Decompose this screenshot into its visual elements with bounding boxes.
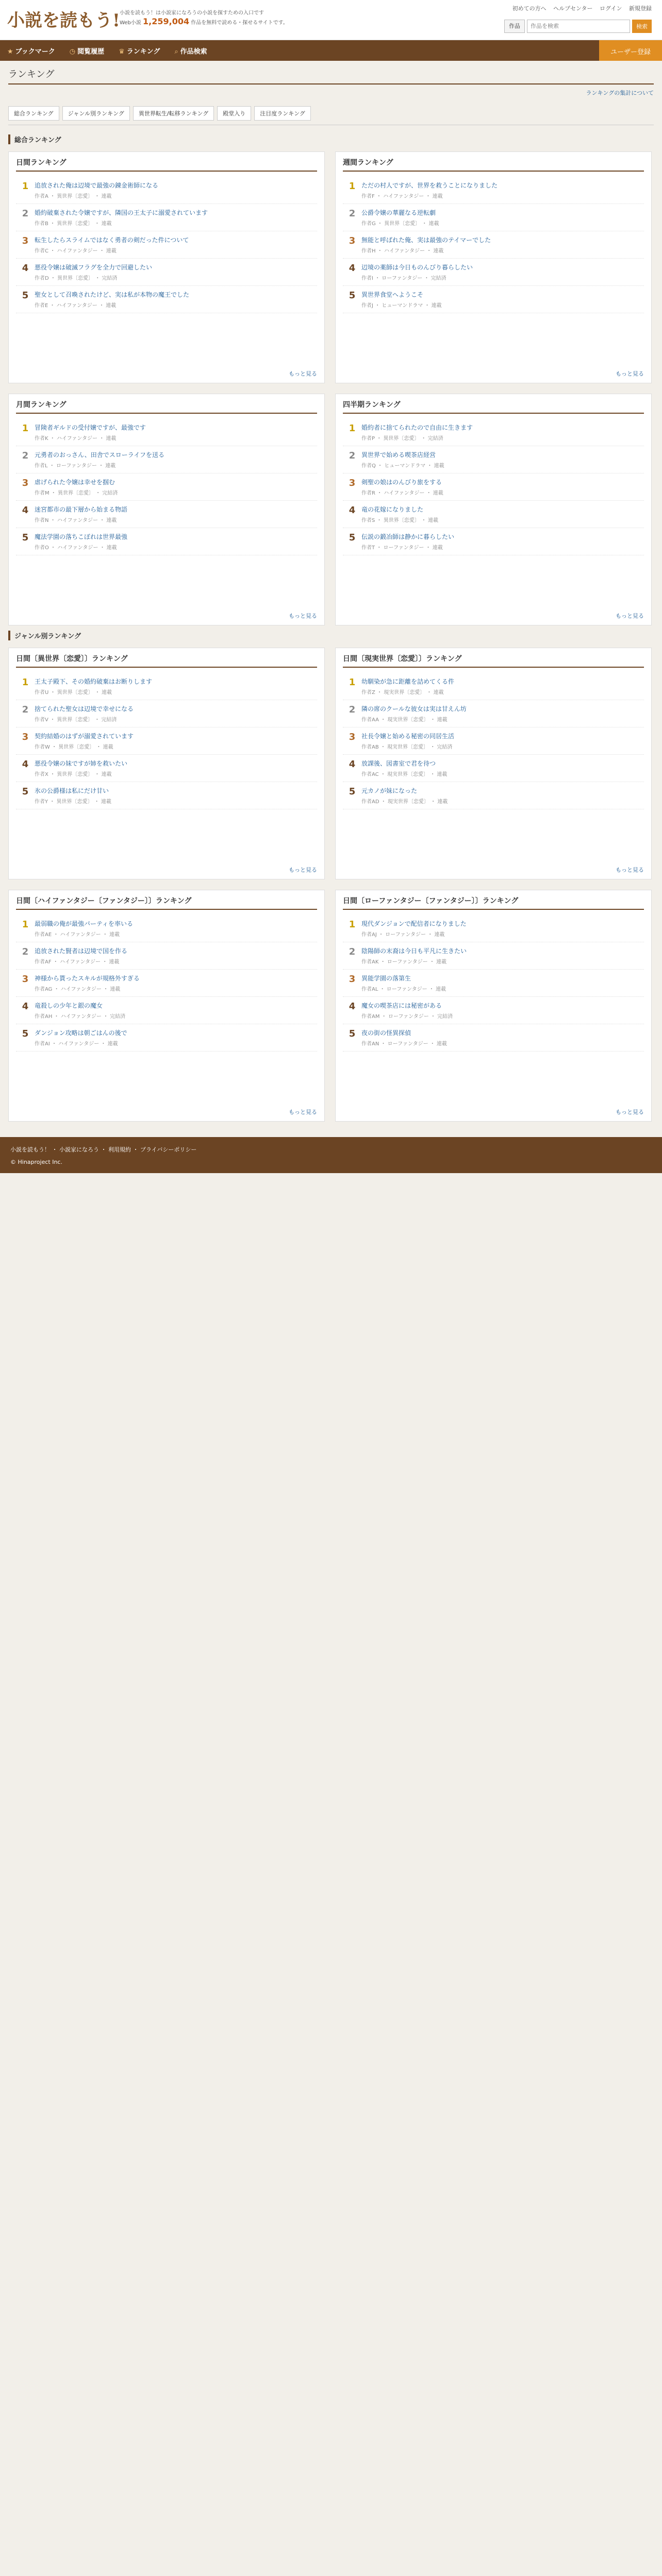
footer-copyright: © Hinaproject Inc.: [10, 1159, 62, 1165]
tab-attention[interactable]: 注目度ランキング: [254, 106, 311, 121]
ranking-card-title: 週間ランキング: [343, 157, 644, 172]
ranking-item-body: [35, 974, 317, 992]
rank-number: 2: [349, 704, 356, 715]
work-title-link[interactable]: 現代ダンジョンで配信者になりました: [361, 920, 467, 927]
rank-number: 3: [349, 235, 356, 246]
ranking-item: [343, 970, 644, 997]
logo-text: 小説を読もう!: [7, 10, 120, 31]
work-title-link[interactable]: 追放された賢者は辺境で国を作る: [35, 947, 128, 955]
rank-number: 3: [349, 974, 356, 985]
ranking-item-body: [35, 450, 317, 469]
work-title-link[interactable]: 夜の街の怪異探偵: [361, 1029, 411, 1037]
ranking-item-body: [35, 732, 317, 750]
rank-number: 5: [22, 290, 29, 301]
ranking-item: [343, 1024, 644, 1052]
ranking-item: [16, 782, 317, 809]
ranking-item: [16, 528, 317, 555]
rank-number: 1: [349, 677, 356, 688]
nav-bookmark-label: ブックマーク: [15, 47, 55, 56]
ranking-item: [16, 259, 317, 286]
ranking-item: [343, 755, 644, 782]
rank-number: 2: [22, 208, 29, 219]
ranking-item: [16, 970, 317, 997]
ranking-item: [16, 473, 317, 501]
work-meta: 作者P ・ 異世界〔恋愛〕 ・ 完結済: [361, 436, 443, 442]
work-meta: 作者AG ・ ハイファンタジー ・ 連載: [35, 987, 121, 992]
ranking-item: [16, 446, 317, 473]
ranking-item-body: [361, 478, 644, 496]
ranking-item-body: [361, 532, 644, 551]
work-meta: 作者AE ・ ハイファンタジー ・ 連載: [35, 932, 120, 938]
work-title-link[interactable]: 契約結婚のはずが溺愛されています: [35, 733, 134, 740]
work-meta: 作者U ・ 異世界〔恋愛〕 ・ 連載: [35, 690, 112, 696]
ranking-item-body: [35, 532, 317, 551]
ranking-card-title: 日間〔現実世界〔恋愛〕〕ランキング: [343, 653, 644, 668]
nav-ranking-label: ランキング: [126, 47, 160, 56]
rank-number: 2: [22, 946, 29, 957]
ranking-item: [16, 915, 317, 942]
work-title-link[interactable]: 最弱職の俺が最強パーティを率いる: [35, 920, 134, 927]
work-meta: 作者AK ・ ローファンタジー ・ 連載: [361, 959, 447, 965]
work-meta: 作者H ・ ハイファンタジー ・ 連載: [361, 248, 444, 254]
work-title-link[interactable]: 放課後、図書室で君を待つ: [361, 760, 436, 767]
ranking-item: [16, 673, 317, 700]
ranking-item-body: [35, 208, 317, 227]
ranking-card-title: 月間ランキング: [16, 399, 317, 414]
work-meta: 作者AF ・ ハイファンタジー ・ 連載: [35, 959, 120, 965]
ranking-item-body: [361, 919, 644, 938]
rank-number: 5: [349, 1028, 356, 1039]
rank-number: 2: [349, 208, 356, 219]
header-links: [507, 4, 652, 12]
rank-number: 4: [22, 505, 29, 516]
ranking-card: [335, 890, 652, 1122]
ranking-item-body: [35, 946, 317, 965]
ranking-item-body: [35, 786, 317, 805]
ranking-item-body: [361, 208, 644, 227]
ranking-item: [16, 700, 317, 727]
ranking-item: [16, 727, 317, 755]
work-meta: 作者AA ・ 現実世界〔恋愛〕 ・ 連載: [361, 717, 448, 723]
site-logo[interactable]: [7, 6, 120, 31]
ranking-item: [16, 204, 317, 231]
tab-overall[interactable]: 総合ランキング: [8, 106, 59, 121]
work-meta: 作者R ・ ハイファンタジー ・ 連載: [361, 490, 443, 496]
rank-number: 4: [22, 263, 29, 274]
work-title-link[interactable]: 冒険者ギルドの受付嬢ですが、最強です: [35, 424, 146, 431]
site-header: [0, 0, 662, 40]
main-nav: [0, 40, 662, 61]
ranking-item: [16, 997, 317, 1024]
rank-number: 2: [349, 946, 356, 957]
ranking-item-body: [35, 1028, 317, 1047]
ranking-item-body: [35, 263, 317, 281]
rank-number: 3: [22, 235, 29, 246]
work-title-link[interactable]: 転生したらスライムではなく勇者の剣だった件について: [35, 236, 189, 244]
ranking-item: [343, 204, 644, 231]
work-meta: 作者F ・ ハイファンタジー ・ 連載: [361, 194, 443, 199]
ranking-item: [343, 727, 644, 755]
work-title-link[interactable]: 追放された俺は辺境で最強の錬金術師になる: [35, 182, 159, 189]
tagline-prefix: Web小説: [120, 20, 141, 26]
more-link[interactable]: もっと見る: [616, 867, 644, 873]
work-count: 1,259,004: [143, 16, 190, 26]
ranking-item: [343, 942, 644, 970]
header-link-help[interactable]: ヘルプセンター: [553, 5, 593, 12]
rank-number: 1: [22, 423, 29, 434]
work-title-link[interactable]: 異世界で始める喫茶店経営: [361, 451, 436, 459]
work-meta: 作者V ・ 異世界〔恋愛〕 ・ 完結済: [35, 717, 117, 723]
work-title-link[interactable]: 剣聖の娘はのんびり旅をする: [361, 479, 442, 486]
work-title-link[interactable]: 異世界食堂へようこそ: [361, 291, 424, 298]
work-meta: 作者AM ・ ローファンタジー ・ 完結済: [361, 1014, 453, 1020]
work-meta: 作者W ・ 異世界〔恋愛〕 ・ 連載: [35, 744, 113, 750]
work-title-link[interactable]: 竜の花嫁になりました: [361, 506, 424, 513]
ranking-card: [335, 648, 652, 879]
ranking-item: [16, 501, 317, 528]
nav-search-label: 作品検索: [180, 47, 207, 56]
history-icon: ◷: [69, 47, 76, 56]
work-title-link[interactable]: ダンジョン攻略は朝ごはんの後で: [35, 1029, 127, 1037]
ranking-grid: [8, 648, 654, 1122]
site-tagline: [120, 9, 288, 27]
ranking-item-body: [35, 478, 317, 496]
ranking-item-body: [361, 450, 644, 469]
work-meta: 作者E ・ ハイファンタジー ・ 連載: [35, 303, 117, 309]
work-title-link[interactable]: 伝説の鍛冶師は静かに暮らしたい: [361, 533, 455, 540]
work-meta: 作者T ・ ローファンタジー ・ 連載: [361, 545, 443, 551]
ranking-card: [8, 648, 325, 879]
ranking-item-body: [35, 919, 317, 938]
rank-number: 2: [22, 450, 29, 461]
rank-number: 1: [22, 181, 29, 192]
ranking-note-text[interactable]: ランキングの集計について: [586, 90, 654, 96]
user-register-button[interactable]: ユーザー登録: [599, 40, 662, 61]
rank-number: 3: [22, 732, 29, 742]
ranking-item-body: [35, 704, 317, 723]
ranking-item-body: [361, 677, 644, 696]
rank-number: 1: [349, 181, 356, 192]
ranking-item-body: [35, 1001, 317, 1020]
rank-number: 2: [349, 450, 356, 461]
ranking-item: [343, 177, 644, 204]
nav-search[interactable]: [174, 46, 207, 56]
ranking-item: [16, 419, 317, 446]
rank-number: 5: [22, 1028, 29, 1039]
ranking-item-body: [361, 423, 644, 442]
ranking-item: [343, 528, 644, 555]
ranking-item: [343, 419, 644, 446]
ranking-item: [343, 446, 644, 473]
ranking-item-body: [361, 235, 644, 254]
work-meta: 作者Y ・ 異世界〔恋愛〕 ・ 連載: [35, 799, 111, 805]
ranking-card-title: 日間ランキング: [16, 157, 317, 172]
ranking-card-title: 日間〔異世界〔恋愛〕〕ランキング: [16, 653, 317, 668]
ranking-item-body: [361, 732, 644, 750]
nav-ranking[interactable]: [119, 46, 160, 56]
ranking-item: [343, 231, 644, 259]
rank-number: 3: [349, 478, 356, 488]
work-title-link[interactable]: 元カノが妹になった: [361, 787, 418, 794]
header-search: [504, 20, 652, 33]
work-title-link[interactable]: 辺境の薬師は今日ものんびり暮らしたい: [361, 264, 473, 271]
tab-isekai[interactable]: 異世界転生/転移ランキング: [133, 106, 214, 121]
ranking-card-title: 日間〔ハイファンタジー〔ファンタジー〕〕ランキング: [16, 895, 317, 910]
work-meta: 作者AI ・ ハイファンタジー ・ 連載: [35, 1041, 118, 1047]
bookmark-icon: ★: [7, 47, 13, 56]
ranking-card: [335, 151, 652, 383]
more-link[interactable]: もっと見る: [616, 613, 644, 619]
work-title-link[interactable]: 婚約破棄された令嬢ですが、隣国の王太子に溺愛されています: [35, 209, 208, 216]
work-meta: 作者AJ ・ ローファンタジー ・ 連載: [361, 932, 445, 938]
rank-number: 5: [349, 532, 356, 543]
work-title-link[interactable]: 神様から貰ったスキルが規格外すぎる: [35, 975, 140, 982]
rank-number: 3: [22, 478, 29, 488]
ranking-grid: [8, 151, 654, 625]
ranking-card: [8, 890, 325, 1122]
work-title-link[interactable]: 無能と呼ばれた俺、実は最強のテイマーでした: [361, 236, 491, 244]
work-meta: 作者L ・ ローファンタジー ・ 連載: [35, 463, 116, 469]
ranking-card: [335, 394, 652, 625]
work-title-link[interactable]: 王太子殿下、その婚約破棄はお断りします: [35, 678, 153, 685]
ranking-item: [343, 259, 644, 286]
work-meta: 作者S ・ 異世界〔恋愛〕 ・ 連載: [361, 518, 439, 523]
rank-number: 1: [22, 919, 29, 930]
rank-number: 3: [349, 732, 356, 742]
work-title-link[interactable]: 氷の公爵様は私にだけ甘い: [35, 787, 109, 794]
rank-number: 4: [349, 263, 356, 274]
work-meta: 作者I ・ ローファンタジー ・ 完結済: [361, 276, 446, 281]
rank-number: 5: [22, 786, 29, 797]
ranking-note-link[interactable]: [8, 89, 654, 97]
work-title-link[interactable]: 魔法学園の落ちこぼれは世界最強: [35, 533, 128, 540]
ranking-item-body: [361, 1001, 644, 1020]
ranking-item-body: [361, 1028, 644, 1047]
work-meta: 作者D ・ 異世界〔恋愛〕 ・ 完結済: [35, 276, 118, 281]
ranking-item-body: [35, 505, 317, 523]
search-button[interactable]: 検索: [632, 20, 652, 33]
ranking-item-body: [361, 946, 644, 965]
ranking-item-body: [361, 505, 644, 523]
crown-icon: ♛: [119, 47, 125, 56]
ranking-item: [16, 231, 317, 259]
ranking-item-body: [361, 290, 644, 309]
ranking-item-body: [35, 677, 317, 696]
ranking-item: [16, 177, 317, 204]
ranking-item: [16, 755, 317, 782]
ranking-item-body: [361, 974, 644, 992]
section-heading: 総合ランキング: [8, 134, 654, 144]
tagline-suffix: 作品を無料で読める・探せるサイトです。: [191, 20, 288, 26]
work-title-link[interactable]: 竜殺しの少年と銀の魔女: [35, 1002, 103, 1009]
work-meta: 作者AH ・ ハイファンタジー ・ 完結済: [35, 1014, 126, 1020]
more-link[interactable]: もっと見る: [616, 1109, 644, 1115]
tab-hall-of-fame[interactable]: 殿堂入り: [217, 106, 251, 121]
work-meta: 作者AD ・ 現実世界〔恋愛〕 ・ 連載: [361, 799, 448, 805]
rank-number: 1: [349, 423, 356, 434]
section-heading: ジャンル別ランキング: [8, 631, 654, 640]
work-meta: 作者Z ・ 現実世界〔恋愛〕 ・ 連載: [361, 690, 444, 696]
page-title: ランキング: [8, 67, 654, 84]
rank-number: 5: [349, 290, 356, 301]
ranking-card: [8, 394, 325, 625]
rank-number: 1: [22, 677, 29, 688]
work-title-link[interactable]: 隣の席のクールな彼女は実は甘えん坊: [361, 705, 467, 713]
work-meta: 作者A ・ 異世界〔恋愛〕 ・ 連載: [35, 194, 112, 199]
header-link-register[interactable]: 新規登録: [629, 5, 652, 12]
work-title-link[interactable]: ただの村人ですが、世界を救うことになりました: [361, 182, 498, 189]
work-title-link[interactable]: 公爵令嬢の華麗なる逆転劇: [361, 209, 436, 216]
ranking-item-body: [361, 263, 644, 281]
rank-number: 4: [349, 759, 356, 770]
ranking-item: [343, 782, 644, 809]
work-meta: 作者X ・ 異世界〔恋愛〕 ・ 連載: [35, 772, 112, 777]
ranking-sections: [8, 134, 654, 1122]
work-title-link[interactable]: 捨てられた聖女は辺境で幸せになる: [35, 705, 134, 713]
work-title-link[interactable]: 悪役令嬢は破滅フラグを全力で回避したい: [35, 264, 153, 271]
work-title-link[interactable]: 社長令嬢と始める秘密の同居生活: [361, 733, 455, 740]
more-link[interactable]: もっと見る: [289, 613, 317, 619]
rank-number: 5: [22, 532, 29, 543]
search-icon: ⌕: [174, 47, 178, 56]
ranking-item-body: [361, 759, 644, 777]
ranking-item: [16, 942, 317, 970]
site-footer: [0, 1137, 662, 1173]
ranking-item-body: [35, 181, 317, 199]
footer-links[interactable]: 小説を読もう！ ・ 小説家になろう ・ 利用規約 ・ プライバシーポリシー: [10, 1146, 197, 1153]
ranking-card-title: 日間〔ローファンタジー〔ファンタジー〕〕ランキング: [343, 895, 644, 910]
ranking-item-body: [35, 290, 317, 309]
more-link[interactable]: もっと見る: [289, 1109, 317, 1115]
ranking-item: [343, 473, 644, 501]
nav-history[interactable]: [70, 46, 104, 56]
work-meta: 作者G ・ 異世界〔恋愛〕 ・ 連載: [361, 221, 439, 227]
work-title-link[interactable]: 元勇者のおっさん、田舎でスローライフを送る: [35, 451, 165, 459]
work-title-link[interactable]: 陰陽師の末裔は今日も平凡に生きたい: [361, 947, 467, 955]
rank-number: 4: [22, 759, 29, 770]
work-meta: 作者K ・ ハイファンタジー ・ 連載: [35, 436, 117, 442]
rank-number: 5: [349, 786, 356, 797]
work-title-link[interactable]: 虐げられた令嬢は幸せを掴む: [35, 479, 115, 486]
work-title-link[interactable]: 幼馴染が急に距離を詰めてくる件: [361, 678, 455, 685]
search-input[interactable]: [527, 20, 630, 33]
rank-number: 4: [349, 505, 356, 516]
ranking-item-body: [361, 786, 644, 805]
tagline-line1: 小説を読もう！は小説家になろうの小説を探すための入口です: [120, 10, 264, 16]
rank-number: 4: [22, 1001, 29, 1012]
work-meta: 作者N ・ ハイファンタジー ・ 連載: [35, 518, 117, 523]
ranking-item: [343, 673, 644, 700]
ranking-tabs: [8, 106, 654, 125]
main-content: [0, 61, 662, 1132]
ranking-item: [16, 286, 317, 313]
ranking-item-body: [35, 235, 317, 254]
ranking-item: [343, 501, 644, 528]
ranking-item: [343, 915, 644, 942]
work-meta: 作者B ・ 異世界〔恋愛〕 ・ 連載: [35, 221, 112, 227]
ranking-item: [16, 1024, 317, 1052]
work-meta: 作者AL ・ ローファンタジー ・ 連載: [361, 987, 446, 992]
more-link[interactable]: もっと見る: [616, 370, 644, 377]
ranking-card-title: 四半期ランキング: [343, 399, 644, 414]
rank-number: 1: [349, 919, 356, 930]
work-title-link[interactable]: 婚約者に捨てられたので自由に生きます: [361, 424, 473, 431]
tab-genre[interactable]: ジャンル別ランキング: [62, 106, 130, 121]
ranking-item-body: [35, 759, 317, 777]
nav-bookmark[interactable]: [7, 46, 55, 56]
work-meta: 作者C ・ ハイファンタジー ・ 連載: [35, 248, 117, 254]
work-title-link[interactable]: 迷宮都市の最下層から始まる物語: [35, 506, 128, 513]
work-meta: 作者M ・ 異世界〔恋愛〕 ・ 完結済: [35, 490, 118, 496]
work-meta: 作者AN ・ ローファンタジー ・ 連載: [361, 1041, 447, 1047]
work-title-link[interactable]: 聖女として召喚されたけど、実は私が本物の魔王でした: [35, 291, 190, 298]
ranking-item-body: [35, 423, 317, 442]
work-title-link[interactable]: 悪役令嬢の妹ですが姉を救いたい: [35, 760, 128, 767]
work-title-link[interactable]: 異能学園の落第生: [361, 975, 411, 982]
rank-number: 4: [349, 1001, 356, 1012]
more-link[interactable]: もっと見る: [289, 370, 317, 377]
more-link[interactable]: もっと見る: [289, 867, 317, 873]
ranking-item: [343, 286, 644, 313]
work-meta: 作者AC ・ 現実世界〔恋愛〕 ・ 連載: [361, 772, 448, 777]
work-meta: 作者O ・ ハイファンタジー ・ 連載: [35, 545, 117, 551]
ranking-item: [343, 997, 644, 1024]
work-title-link[interactable]: 魔女の喫茶店には秘密がある: [361, 1002, 442, 1009]
work-meta: 作者J ・ ヒューマンドラマ ・ 連載: [361, 303, 442, 309]
ranking-card: [8, 151, 325, 383]
rank-number: 2: [22, 704, 29, 715]
work-meta: 作者Q ・ ヒューマンドラマ ・ 連載: [361, 463, 444, 469]
ranking-item-body: [361, 181, 644, 199]
header-link-guide[interactable]: 初めての方へ: [512, 5, 547, 12]
ranking-item: [343, 700, 644, 727]
header-link-login[interactable]: ログイン: [600, 5, 622, 12]
work-meta: 作者AB ・ 現実世界〔恋愛〕 ・ 完結済: [361, 744, 453, 750]
ranking-item-body: [361, 704, 644, 723]
rank-number: 3: [22, 974, 29, 985]
search-type-select[interactable]: 作品: [504, 20, 525, 33]
nav-history-label: 閲覧履歴: [77, 47, 105, 56]
